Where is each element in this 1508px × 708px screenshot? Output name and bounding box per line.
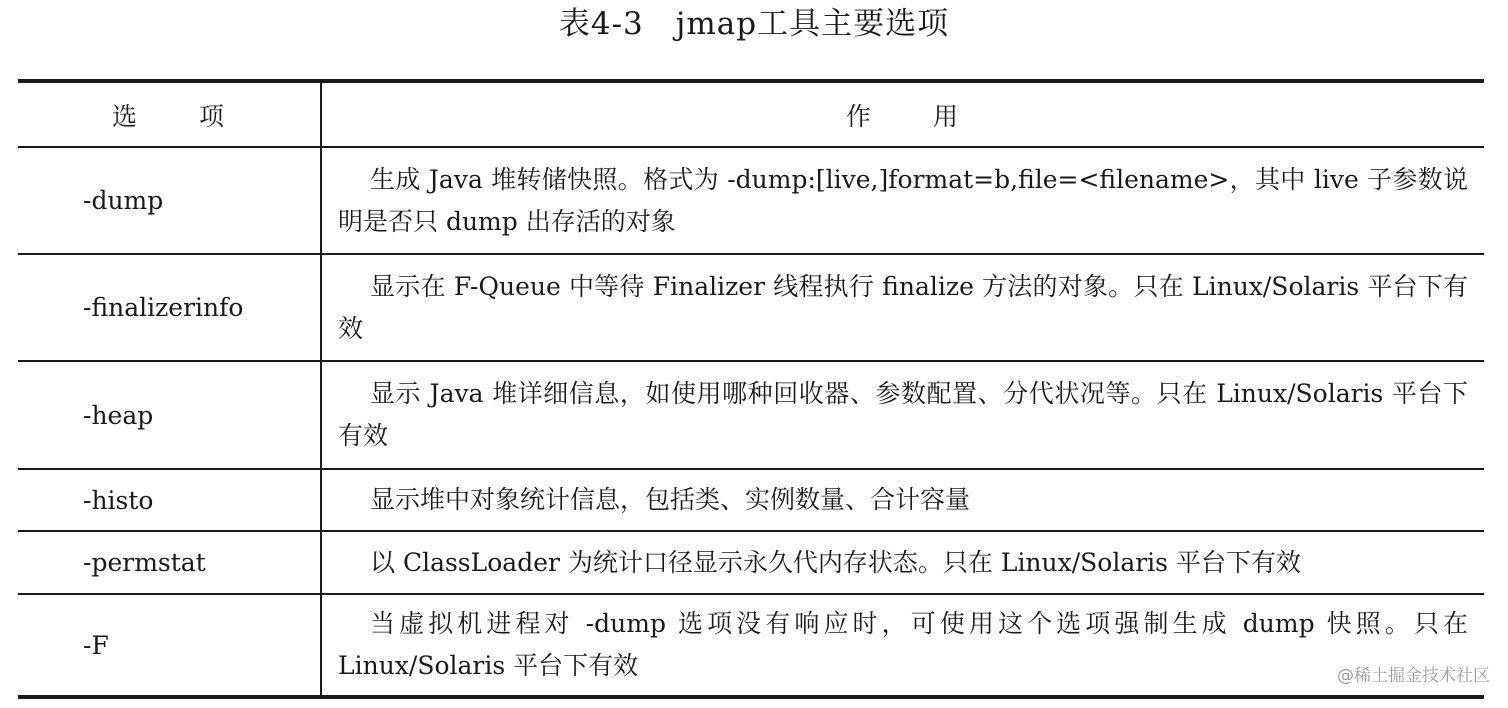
table-row [18, 594, 1484, 697]
table-row [18, 469, 1484, 531]
header-row [18, 81, 1484, 147]
option-cell: -histo [18, 469, 321, 531]
effect-cell: 生成 Java 堆转储快照。格式为 -dump:[live,]format=b,file=<filename>，其中 live 子参数说明是否只 dump 出存活的对象 [321, 147, 1484, 254]
table-row [18, 147, 1484, 254]
header-option: 选 项 [18, 81, 321, 147]
option-cell: -permstat [18, 531, 321, 594]
table-row [18, 361, 1484, 469]
table-title: jmap工具主要选项 [675, 6, 950, 42]
option-cell: -dump [18, 147, 321, 254]
table-number: 表4-3 [558, 6, 644, 42]
watermark: @稀土掘金技术社区 [1337, 666, 1490, 686]
effect-cell: 显示在 F-Queue 中等待 Finalizer 线程执行 finalize 方法的对象。只在 Linux/Solaris 平台下有效 [321, 254, 1484, 361]
header-effect: 作 用 [321, 81, 1484, 147]
option-cell: -F [18, 594, 321, 697]
jmap-options-table [18, 79, 1484, 699]
table-row [18, 531, 1484, 594]
effect-cell: 显示 Java 堆详细信息，如使用哪种回收器、参数配置、分代状况等。只在 Linux/Solaris 平台下有效 [321, 361, 1484, 469]
effect-cell: 显示堆中对象统计信息，包括类、实例数量、合计容量 [321, 469, 1484, 531]
effect-cell: 以 ClassLoader 为统计口径显示永久代内存状态。只在 Linux/Solaris 平台下有效 [321, 531, 1484, 594]
table-row [18, 254, 1484, 361]
table-caption [0, 2, 1508, 46]
effect-cell: 当虚拟机进程对 -dump 选项没有响应时，可使用这个选项强制生成 dump 快照。只在 Linux/Solaris 平台下有效 [338, 609, 1468, 680]
option-cell: -finalizerinfo [18, 254, 321, 361]
option-cell: -heap [18, 361, 321, 469]
